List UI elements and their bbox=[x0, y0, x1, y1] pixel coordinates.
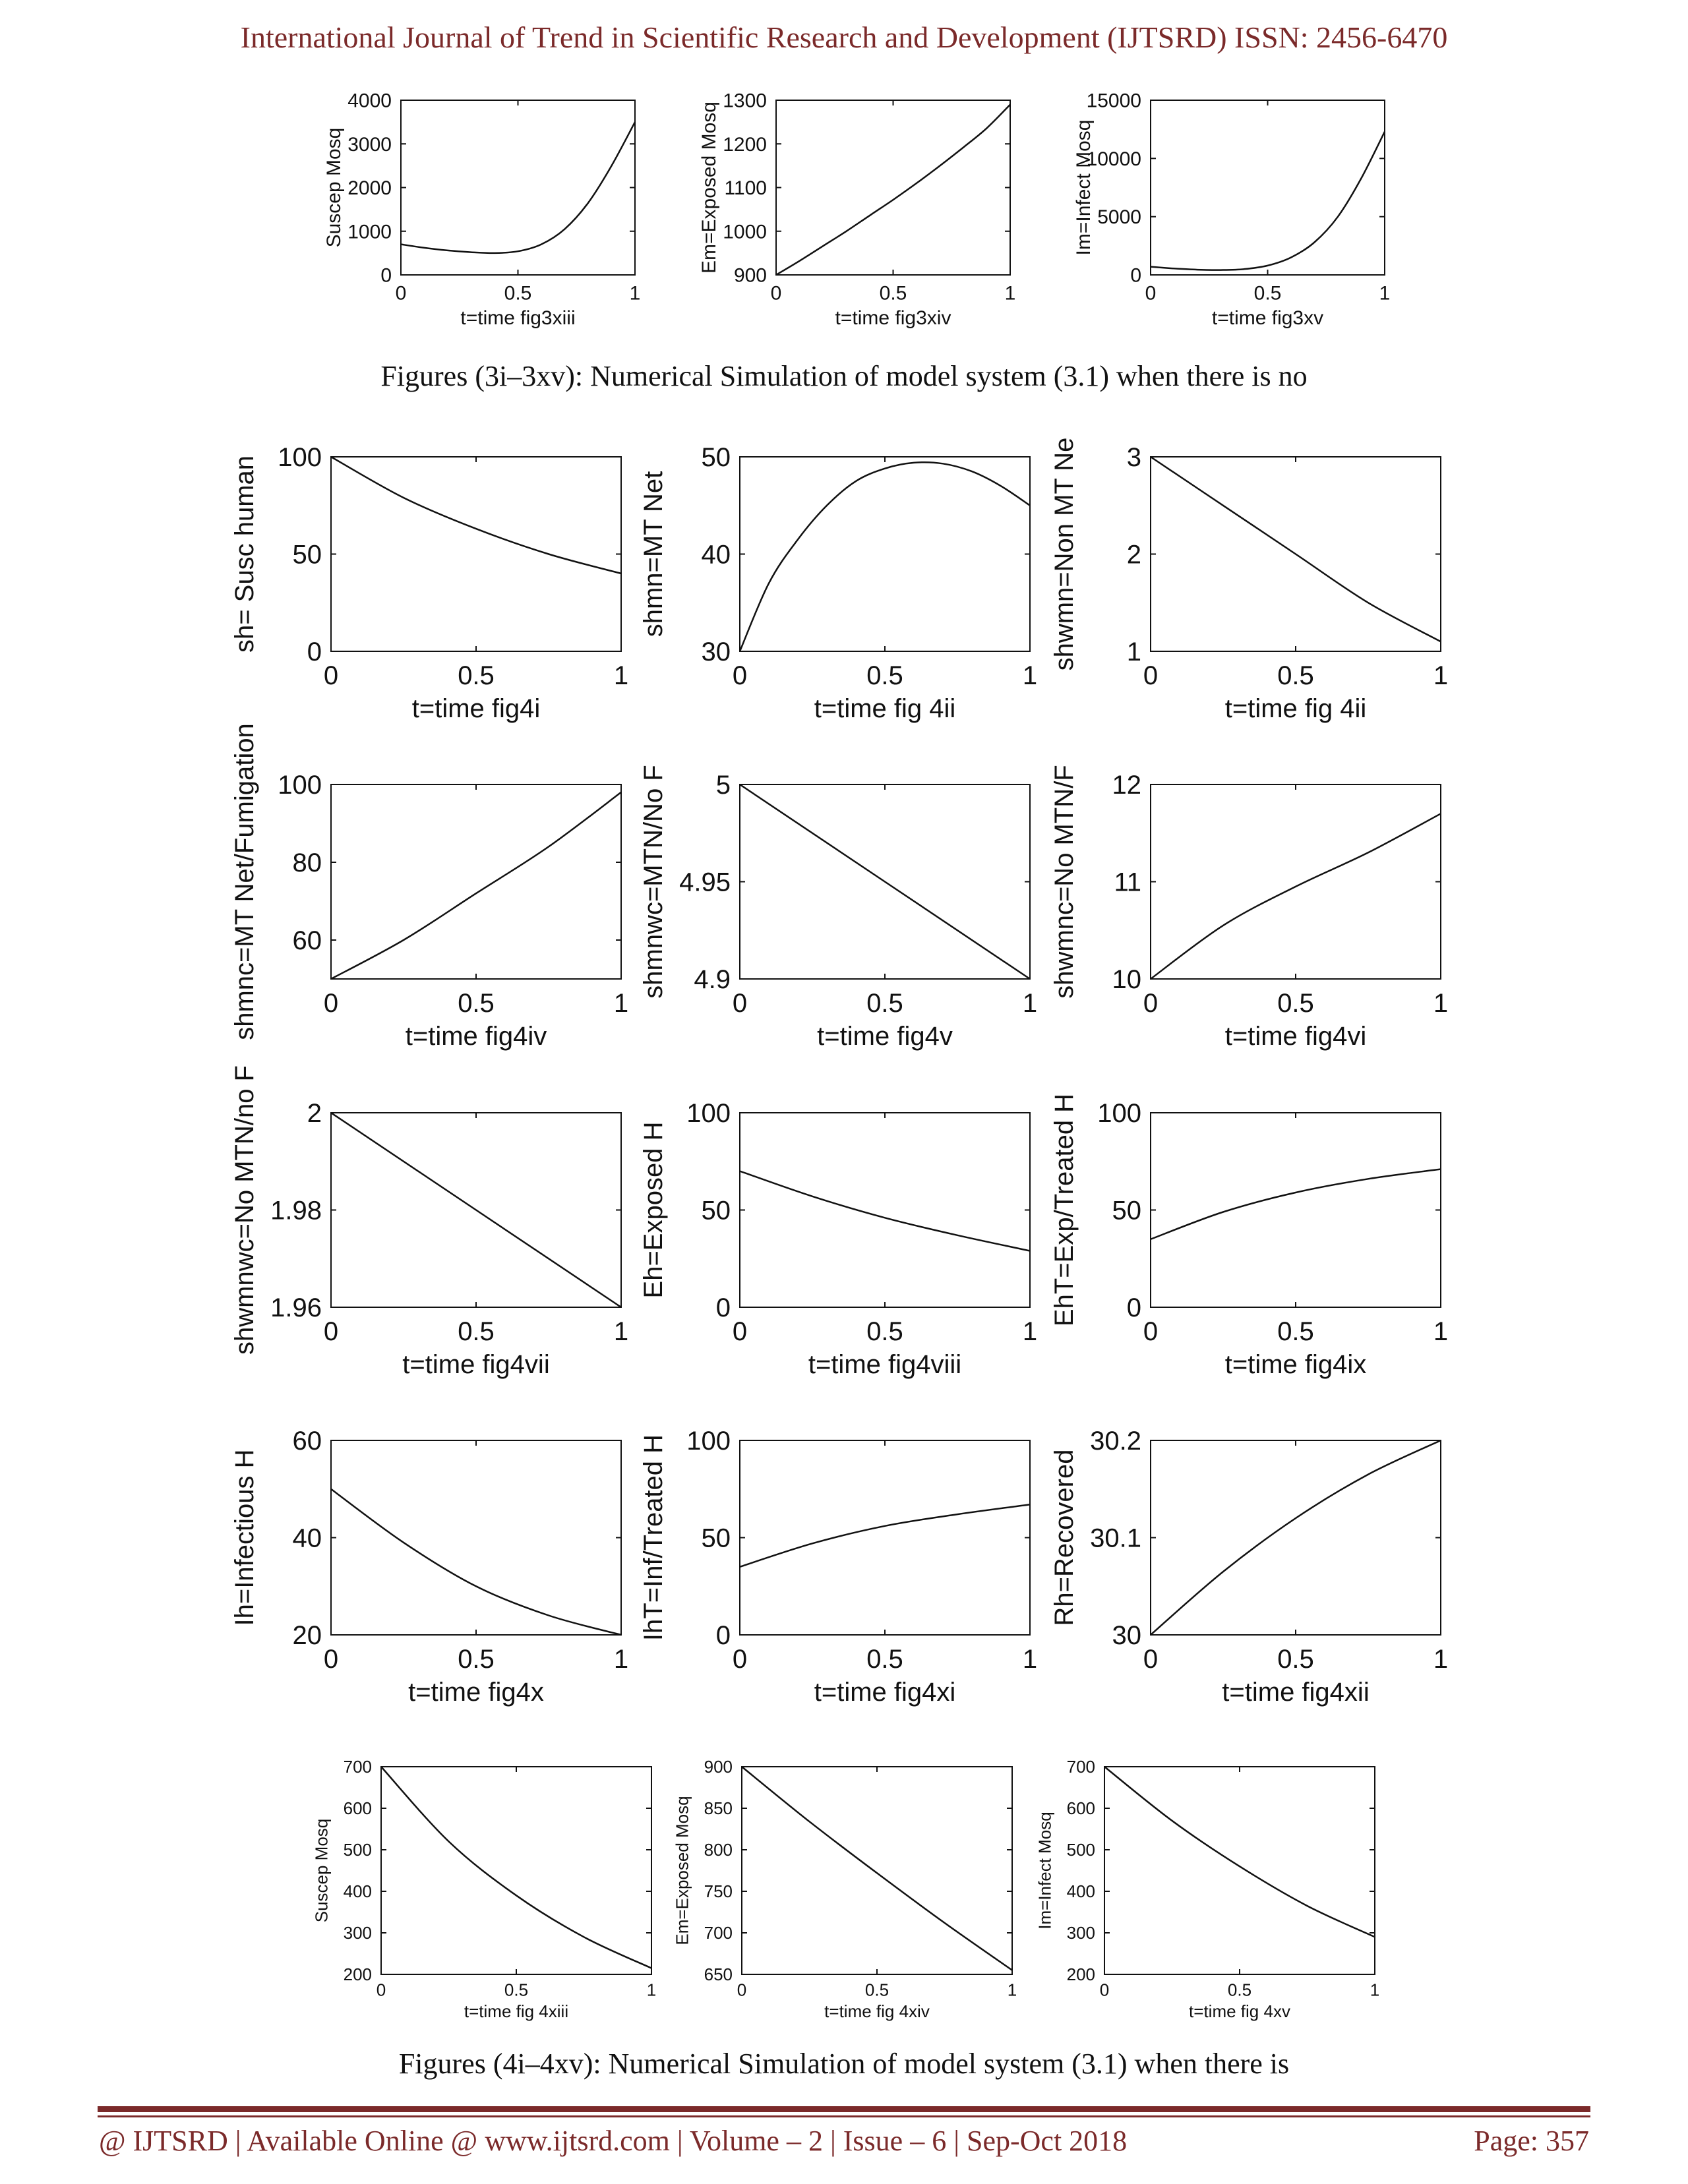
x-axis-label: t=time fig4viii bbox=[808, 1350, 962, 1379]
y-axis-label: EhT=Exp/Treated H bbox=[1050, 1093, 1079, 1327]
plot-frame bbox=[331, 784, 621, 979]
x-tick-label: 0.5 bbox=[458, 661, 495, 690]
y-tick-label: 20 bbox=[292, 1621, 322, 1650]
x-tick-label: 1 bbox=[1433, 661, 1449, 690]
plot-frame bbox=[1104, 1767, 1375, 1974]
x-tick-label: 0.5 bbox=[504, 1980, 529, 2000]
x-tick-label: 0.5 bbox=[866, 1317, 903, 1346]
x-axis-label: t=time fig4v bbox=[817, 1022, 953, 1051]
x-axis-label: t=time fig4iv bbox=[405, 1022, 547, 1051]
y-tick-label: 700 bbox=[704, 1923, 733, 1943]
y-axis-label: shwmn=Non MT Ne bbox=[1050, 437, 1079, 671]
x-tick-label: 0.5 bbox=[866, 989, 903, 1018]
y-tick-label: 900 bbox=[733, 264, 767, 287]
y-tick-label: 40 bbox=[701, 540, 731, 570]
y-tick-label: 0 bbox=[380, 264, 392, 287]
x-axis-label: t=time fig4ix bbox=[1224, 1350, 1367, 1379]
x-tick-label: 0 bbox=[732, 989, 748, 1018]
y-tick-label: 50 bbox=[701, 1523, 731, 1553]
x-tick-label: 0.5 bbox=[1253, 282, 1282, 305]
x-tick-label: 1 bbox=[1007, 1980, 1017, 2000]
chart-2 bbox=[698, 90, 1015, 330]
y-tick-label: 600 bbox=[343, 1798, 372, 1819]
y-tick-label: 1000 bbox=[347, 221, 392, 243]
x-tick-label: 1 bbox=[1370, 1980, 1380, 2000]
y-tick-label: 400 bbox=[343, 1881, 372, 1902]
x-axis-label: t=time fig4vi bbox=[1224, 1022, 1367, 1051]
x-tick-label: 1 bbox=[613, 1645, 629, 1674]
y-tick-label: 200 bbox=[343, 1964, 372, 1985]
y-tick-label: 50 bbox=[1112, 1196, 1141, 1225]
x-axis-label: t=time fig4vii bbox=[402, 1350, 550, 1379]
chart-15 bbox=[1050, 1427, 1448, 1707]
series-line bbox=[331, 792, 621, 979]
chart-11 bbox=[639, 1099, 1037, 1379]
chart-13 bbox=[230, 1427, 628, 1707]
x-tick-label: 0 bbox=[1143, 1645, 1159, 1674]
y-axis-label: Im=Infect Mosq bbox=[1073, 119, 1095, 256]
x-axis-label: t=time fig3xv bbox=[1211, 307, 1324, 329]
y-tick-label: 2000 bbox=[347, 177, 392, 199]
y-tick-label: 750 bbox=[704, 1881, 733, 1902]
x-tick-label: 1 bbox=[1022, 1317, 1038, 1346]
y-tick-label: 10000 bbox=[1086, 148, 1141, 170]
x-axis-label: t=time fig 4xiv bbox=[824, 2001, 930, 2021]
chart-7 bbox=[230, 723, 628, 1051]
series-line bbox=[1104, 1767, 1375, 1937]
x-tick-label: 0 bbox=[323, 989, 339, 1018]
series-line bbox=[1151, 1440, 1441, 1635]
y-axis-label: Em=Exposed Mosq bbox=[672, 1796, 692, 1945]
y-tick-label: 100 bbox=[278, 771, 322, 800]
x-tick-label: 0.5 bbox=[864, 1980, 889, 2000]
series-line bbox=[776, 105, 1010, 275]
chart-5 bbox=[639, 443, 1037, 723]
x-tick-label: 0 bbox=[1099, 1980, 1110, 2000]
chart-10 bbox=[230, 1065, 628, 1379]
series-line bbox=[740, 1504, 1030, 1567]
y-tick-label: 50 bbox=[701, 443, 731, 472]
x-tick-label: 0 bbox=[1145, 282, 1157, 305]
plot-frame bbox=[740, 1440, 1030, 1635]
y-tick-label: 0 bbox=[307, 637, 322, 666]
y-axis-label: shwmnc=No MTN/F bbox=[1050, 765, 1079, 999]
x-tick-label: 0.5 bbox=[866, 661, 903, 690]
y-tick-label: 0 bbox=[715, 1621, 731, 1650]
x-tick-label: 0 bbox=[376, 1980, 386, 2000]
x-axis-label: t=time fig 4ii bbox=[814, 694, 956, 723]
y-tick-label: 0 bbox=[1126, 1293, 1141, 1322]
x-tick-label: 0 bbox=[732, 1317, 748, 1346]
y-tick-label: 1000 bbox=[723, 221, 767, 243]
footer-citation: @ IJTSRD | Available Online @ www.ijtsrd.com | Volume – 2 | Issue – 6 | Sep-Oct 2018 bbox=[99, 2125, 1128, 2157]
y-tick-label: 500 bbox=[343, 1840, 372, 1860]
series-line bbox=[401, 122, 635, 253]
x-tick-label: 1 bbox=[1433, 1645, 1449, 1674]
y-axis-label: Ih=Infectious H bbox=[230, 1449, 259, 1626]
caption-fig4: Figures (4i–4xv): Numerical Simulation of model system (3.1) when there is bbox=[398, 2048, 1290, 2080]
y-tick-label: 1300 bbox=[723, 90, 767, 112]
x-tick-label: 0.5 bbox=[458, 989, 495, 1018]
y-axis-label: shwmnwc=No MTN/no F bbox=[230, 1065, 259, 1355]
x-tick-label: 1 bbox=[613, 989, 629, 1018]
x-tick-label: 0 bbox=[1143, 1317, 1159, 1346]
series-line bbox=[1151, 813, 1441, 979]
x-tick-label: 1 bbox=[613, 1317, 629, 1346]
series-line bbox=[742, 1767, 1012, 1970]
x-tick-label: 0.5 bbox=[504, 282, 532, 305]
x-tick-label: 1 bbox=[1004, 282, 1016, 305]
chart-8 bbox=[639, 765, 1037, 1051]
y-tick-label: 600 bbox=[1066, 1798, 1095, 1819]
footer-page-number: Page: 357 bbox=[1474, 2125, 1589, 2157]
x-axis-label: t=time fig4x bbox=[408, 1678, 544, 1707]
y-tick-label: 30.1 bbox=[1090, 1523, 1141, 1553]
plot-frame bbox=[1151, 784, 1441, 979]
series-line bbox=[331, 1489, 621, 1635]
y-tick-label: 800 bbox=[704, 1840, 733, 1860]
chart-4 bbox=[230, 443, 628, 723]
plot-frame bbox=[740, 457, 1030, 651]
y-tick-label: 300 bbox=[343, 1923, 372, 1943]
y-tick-label: 1 bbox=[1126, 637, 1141, 666]
x-axis-label: t=time fig 4xiii bbox=[464, 2001, 569, 2021]
y-tick-label: 4000 bbox=[347, 90, 392, 112]
journal-header: International Journal of Trend in Scientific Research and Development (IJTSRD) ISSN: 2456-6470 bbox=[240, 20, 1448, 54]
y-axis-label: shmnc=MT Net/Fumigation bbox=[230, 723, 259, 1040]
y-tick-label: 100 bbox=[1097, 1099, 1141, 1128]
plot-frame bbox=[331, 1440, 621, 1635]
plot-frame bbox=[740, 1113, 1030, 1307]
x-tick-label: 0.5 bbox=[1277, 989, 1314, 1018]
y-tick-label: 2 bbox=[1126, 540, 1141, 570]
plot-frame bbox=[331, 457, 621, 651]
y-tick-label: 3 bbox=[1126, 443, 1141, 472]
y-tick-label: 11 bbox=[1114, 868, 1141, 897]
x-axis-label: t=time fig 4ii bbox=[1224, 694, 1367, 723]
x-tick-label: 0 bbox=[1143, 989, 1159, 1018]
x-tick-label: 0 bbox=[732, 1645, 748, 1674]
x-tick-label: 0.5 bbox=[1277, 1645, 1314, 1674]
footer-rule-thick bbox=[98, 2106, 1590, 2112]
y-tick-label: 15000 bbox=[1086, 90, 1141, 112]
y-tick-label: 100 bbox=[686, 1099, 731, 1128]
chart-1 bbox=[323, 90, 640, 330]
x-tick-label: 0.5 bbox=[458, 1317, 495, 1346]
x-axis-label: t=time fig3xiii bbox=[460, 307, 576, 329]
x-tick-label: 0.5 bbox=[458, 1645, 495, 1674]
x-tick-label: 0 bbox=[395, 282, 407, 305]
x-axis-label: t=time fig4i bbox=[411, 694, 541, 723]
series-line bbox=[331, 457, 621, 574]
y-tick-label: 1.96 bbox=[270, 1293, 322, 1322]
series-line bbox=[740, 1171, 1030, 1251]
y-tick-label: 30 bbox=[701, 637, 731, 666]
y-tick-label: 60 bbox=[292, 1427, 322, 1456]
y-axis-label: Eh=Exposed H bbox=[639, 1121, 668, 1299]
y-tick-label: 1100 bbox=[724, 177, 767, 199]
y-tick-label: 1.98 bbox=[270, 1196, 322, 1225]
y-tick-label: 10 bbox=[1112, 965, 1141, 994]
y-axis-label: Rh=Recovered bbox=[1050, 1449, 1079, 1626]
y-tick-label: 900 bbox=[704, 1757, 733, 1777]
plot-frame bbox=[742, 1767, 1012, 1974]
y-axis-label: Suscep Mosq bbox=[323, 127, 345, 248]
plot-frame bbox=[381, 1767, 651, 1974]
x-tick-label: 0 bbox=[323, 661, 339, 690]
footer-rule-thin bbox=[98, 2115, 1590, 2117]
y-tick-label: 850 bbox=[704, 1798, 733, 1819]
chart-3 bbox=[1073, 90, 1390, 330]
y-tick-label: 12 bbox=[1112, 771, 1141, 800]
x-tick-label: 0 bbox=[732, 661, 748, 690]
x-tick-label: 1 bbox=[1022, 989, 1038, 1018]
y-tick-label: 0 bbox=[715, 1293, 731, 1322]
x-tick-label: 0 bbox=[1143, 661, 1159, 690]
y-tick-label: 100 bbox=[686, 1427, 731, 1456]
y-tick-label: 100 bbox=[278, 443, 322, 472]
caption-fig3: Figures (3i–3xv): Numerical Simulation of model system (3.1) when there is no bbox=[380, 360, 1308, 392]
y-axis-label: Suscep Mosq bbox=[311, 1818, 332, 1923]
x-tick-label: 0.5 bbox=[1227, 1980, 1252, 2000]
plot-frame bbox=[1151, 1440, 1441, 1635]
y-axis-label: sh= Susc human bbox=[230, 455, 259, 653]
series-line bbox=[740, 784, 1030, 979]
series-line bbox=[381, 1767, 651, 1968]
y-axis-label: IhT=Inf/Treated H bbox=[639, 1434, 668, 1641]
x-tick-label: 0 bbox=[323, 1317, 339, 1346]
series-line bbox=[1151, 1169, 1441, 1239]
x-axis-label: t=time fig 4xv bbox=[1189, 2001, 1290, 2021]
chart-18 bbox=[1035, 1757, 1379, 2021]
plot-frame bbox=[1151, 100, 1385, 275]
y-tick-label: 700 bbox=[343, 1757, 372, 1777]
x-tick-label: 0 bbox=[323, 1645, 339, 1674]
y-tick-label: 80 bbox=[292, 848, 322, 877]
chart-12 bbox=[1050, 1094, 1448, 1379]
y-tick-label: 0 bbox=[1130, 264, 1141, 287]
y-axis-label: shmn=MT Net bbox=[639, 471, 668, 637]
y-tick-label: 50 bbox=[701, 1196, 731, 1225]
y-tick-label: 400 bbox=[1066, 1881, 1095, 1902]
chart-6 bbox=[1050, 438, 1448, 723]
y-axis-label: Im=Infect Mosq bbox=[1035, 1812, 1055, 1930]
plot-frame bbox=[1151, 1113, 1441, 1307]
y-tick-label: 5 bbox=[715, 771, 731, 800]
y-tick-label: 1200 bbox=[723, 133, 767, 156]
x-tick-label: 0.5 bbox=[1277, 1317, 1314, 1346]
x-tick-label: 1 bbox=[613, 661, 629, 690]
chart-16 bbox=[311, 1757, 656, 2021]
x-axis-label: t=time fig3xiv bbox=[835, 307, 951, 329]
x-tick-label: 1 bbox=[1022, 1645, 1038, 1674]
x-axis-label: t=time fig4xi bbox=[814, 1678, 956, 1707]
x-tick-label: 0 bbox=[737, 1980, 747, 2000]
x-tick-label: 1 bbox=[1433, 1317, 1449, 1346]
y-tick-label: 3000 bbox=[347, 133, 392, 156]
y-tick-label: 40 bbox=[292, 1523, 322, 1553]
x-tick-label: 0.5 bbox=[1277, 661, 1314, 690]
series-line bbox=[331, 1113, 621, 1307]
chart-17 bbox=[672, 1757, 1017, 2021]
y-tick-label: 4.95 bbox=[679, 868, 731, 897]
series-line bbox=[740, 462, 1030, 651]
y-tick-label: 500 bbox=[1066, 1840, 1095, 1860]
x-tick-label: 1 bbox=[1433, 989, 1449, 1018]
x-tick-label: 0.5 bbox=[866, 1645, 903, 1674]
x-tick-label: 1 bbox=[1379, 282, 1391, 305]
plot-frame bbox=[776, 100, 1010, 275]
y-tick-label: 650 bbox=[704, 1964, 733, 1985]
y-tick-label: 5000 bbox=[1097, 206, 1141, 229]
y-tick-label: 300 bbox=[1066, 1923, 1095, 1943]
chart-14 bbox=[639, 1427, 1037, 1707]
x-tick-label: 1 bbox=[1022, 661, 1038, 690]
y-tick-label: 60 bbox=[292, 926, 322, 955]
y-tick-label: 200 bbox=[1066, 1964, 1095, 1985]
y-tick-label: 30.2 bbox=[1090, 1427, 1141, 1456]
x-tick-label: 0 bbox=[770, 282, 782, 305]
x-tick-label: 0.5 bbox=[879, 282, 907, 305]
y-axis-label: shmnwc=MTN/No F bbox=[639, 765, 668, 999]
x-tick-label: 1 bbox=[629, 282, 641, 305]
series-line bbox=[1151, 132, 1385, 270]
series-line bbox=[1151, 457, 1441, 641]
chart-9 bbox=[1050, 765, 1448, 1051]
y-tick-label: 2 bbox=[307, 1099, 322, 1128]
y-tick-label: 4.9 bbox=[694, 965, 731, 994]
x-tick-label: 1 bbox=[646, 1980, 657, 2000]
y-tick-label: 30 bbox=[1112, 1621, 1141, 1650]
y-tick-label: 50 bbox=[292, 540, 322, 570]
y-axis-label: Em=Exposed Mosq bbox=[698, 102, 720, 274]
y-tick-label: 700 bbox=[1066, 1757, 1095, 1777]
x-axis-label: t=time fig4xii bbox=[1222, 1678, 1370, 1707]
